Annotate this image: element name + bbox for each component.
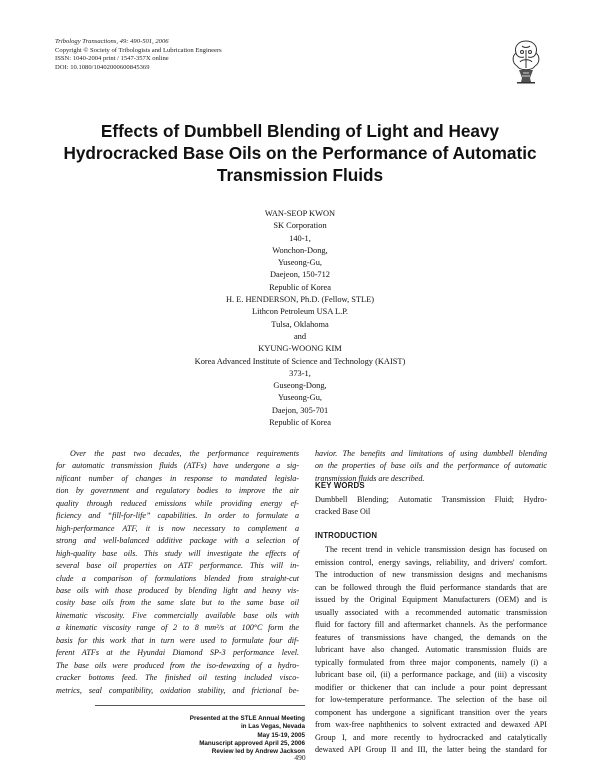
copyright-line: Copyright © Society of Tribologists and Lubrication Engineers — [55, 46, 222, 54]
affiliation-line: Yuseong-Gu, — [278, 258, 322, 268]
body-line: fluid for factory fill and aftermarket channels. As the performance — [315, 620, 547, 629]
taylor-francis-logo-icon — [508, 38, 544, 84]
author-name: KYUNG-WOONG KIM — [258, 344, 342, 354]
abstract-line: a kinematic viscosity range of 2 to 8 mm²/s at 100°C form the — [56, 623, 299, 633]
affiliation-line: Lithcon Petroleum USA L.P. — [251, 307, 349, 317]
abstract-line: basis for this work that in turn were used to formulate four dif- — [56, 635, 299, 645]
presentation-line: Manuscript approved April 25, 2006 — [199, 739, 305, 747]
affiliation-line: Yuseong-Gu, — [278, 393, 322, 403]
affiliation-line: Wonchon-Dong, — [272, 245, 328, 255]
keywords-heading: KEY WORDS — [315, 481, 365, 490]
affiliation-line: Republic of Korea — [269, 418, 331, 428]
keywords-line: Dumbbell Blending; Automatic Transmission Fluid; Hydro- — [315, 495, 547, 504]
author-name: WAN-SEOP KWON — [264, 209, 336, 218]
journal-citation: Tribology Transactions, 49: 490-501, 2006 — [55, 38, 169, 45]
abstract-line: base oils with those produced by blending light and heavy vis- — [56, 585, 299, 595]
abstract-line: tion by government and regulatory bodies to improve the air — [56, 486, 299, 496]
title-line: Transmission Fluids — [216, 165, 384, 185]
title-line: Hydrocracked Base Oils on the Performance of Automatic — [63, 143, 537, 163]
abstract-line: Over the past two decades, the performance requirements — [70, 449, 299, 458]
presentation-note — [95, 715, 305, 756]
title-line: Effects of Dumbbell Blending of Light and Heavy — [100, 121, 500, 141]
abstract-line: quality through reduced emissions while providing energy ef- — [56, 498, 299, 508]
body-line: issued by the Original Equipment Manufacturers (OEM) and is — [315, 595, 547, 604]
journal-header — [55, 38, 222, 72]
affiliation-line: Daejeon, 150-712 — [269, 270, 330, 280]
body-line: lubricant base oil, (ii) a performance package, and (iii) a viscosity — [315, 670, 547, 679]
abstract-line: for automatic transmission fluids (ATFs) have undergone a sig- — [56, 461, 299, 471]
introduction-heading: INTRODUCTION — [315, 531, 378, 540]
affiliation-line: Daejon, 305-701 — [271, 405, 329, 415]
doi-line: DOI: 10.1080/10402000600845369 — [55, 63, 150, 71]
abstract-line: cracker bottoms feed. The finished oil testing included visco- — [56, 673, 299, 683]
abstract-line: cosity base oils from the same slate but to the same base oil — [56, 598, 299, 608]
abstract-line: metrics, seal compatibility, oxidation stability, and frictional be- — [56, 685, 299, 695]
abstract-line: on the properties of base oils and the performance of automatic — [315, 461, 547, 471]
presentation-line: Presented at the STLE Annual Meeting — [189, 715, 305, 722]
author-affiliations — [100, 208, 500, 429]
affiliation-line: 373-1, — [289, 368, 311, 378]
author-name: H. E. HENDERSON, Ph.D. (Fellow, STLE) — [225, 295, 375, 305]
abstract-line: ficiency and “fill-for-life” capabilities. In order to formulate a — [56, 511, 299, 521]
body-line: features of transmissions have changed, the demands on the — [315, 632, 547, 642]
body-line: from wax-free naphthenics to solvent extracted and dewaxed API — [315, 720, 547, 729]
affiliation-line: Guseong-Dong, — [273, 381, 327, 391]
affiliation-line: Republic of Korea — [269, 282, 331, 292]
body-line: can be followed through the fluid performance standards that are — [315, 582, 547, 592]
footnote-divider — [95, 705, 305, 706]
introduction-body — [315, 544, 547, 757]
keywords-text — [315, 494, 547, 518]
body-line: dewaxed API Group II and III, the latter being the standard for — [315, 745, 547, 754]
abstract-line: ferent ATFs at the Hyundai Diamond SP-3 performance level. — [56, 648, 299, 658]
abstract-line: nificant number of changes in response to mandated legisla- — [56, 473, 299, 483]
abstract-line: kinematic viscosity. Five commercially available base oils with — [56, 610, 299, 620]
body-line: typically formulated from three major components, namely (i) a — [315, 657, 547, 667]
presentation-line: in Las Vegas, Nevada — [240, 723, 305, 731]
presentation-line: Review led by Andrew Jackson — [211, 748, 305, 756]
abstract-continued — [315, 448, 547, 485]
body-line: The introduction of new transmission designs and mechanisms — [315, 570, 547, 579]
affiliation-line: Korea Advanced Institute of Science and Technology (KAIST) — [194, 356, 406, 366]
body-line: component has undergone a significant transition over the years — [315, 707, 547, 717]
affiliation-line: Tulsa, Oklahoma — [271, 319, 329, 329]
body-line: Group I, and more recently to hydrocracked and catalytically — [315, 732, 547, 742]
author-conjunction: and — [293, 331, 307, 341]
abstract-line: clude a comparison of formulations blended from straight-cut — [56, 573, 299, 583]
abstract-line: high-quality base oils. This study will investigate the effects of — [56, 548, 299, 558]
paper-title — [60, 120, 540, 186]
abstract-line: transmission fluids are described. — [315, 473, 425, 483]
body-line: lubricant have also changed. Automatic transmission fluids are — [315, 645, 547, 654]
presentation-line: May 15-19, 2005 — [257, 731, 305, 739]
abstract-line: several base oil properties on ATF performance. This will in- — [56, 561, 299, 571]
keywords-line: cracked Base Oil — [315, 507, 371, 516]
abstract-line: high-performance ATF, it is now necessary to complement a — [56, 523, 299, 533]
body-line: usually associated with a recommended automatic transmission — [315, 607, 547, 617]
page-number: 490 — [294, 753, 306, 762]
abstract-line: The base oils were produced from the iso-dewaxing of a hydro- — [56, 660, 299, 670]
affiliation-line: SK Corporation — [273, 221, 327, 231]
body-line: The recent trend in vehicle transmission design has focused on — [325, 545, 547, 554]
issn-line: ISSN: 1040-2004 print / 1547-357X online — [55, 55, 169, 62]
body-line: emission control, energy savings, reliability, and drivers' comfort. — [315, 557, 547, 567]
affiliation-line: 140-1, — [289, 233, 311, 243]
abstract-line: strong and well-balanced additive package with a selection of — [56, 536, 299, 546]
abstract — [56, 448, 299, 697]
body-line: modifier or thickener that can include a pour point depressant — [315, 682, 547, 692]
body-line: for low-temperature performance. The selection of the base oil — [315, 695, 547, 704]
abstract-line: havior. The benefits and limitations of using dumbbell blending — [315, 449, 547, 458]
